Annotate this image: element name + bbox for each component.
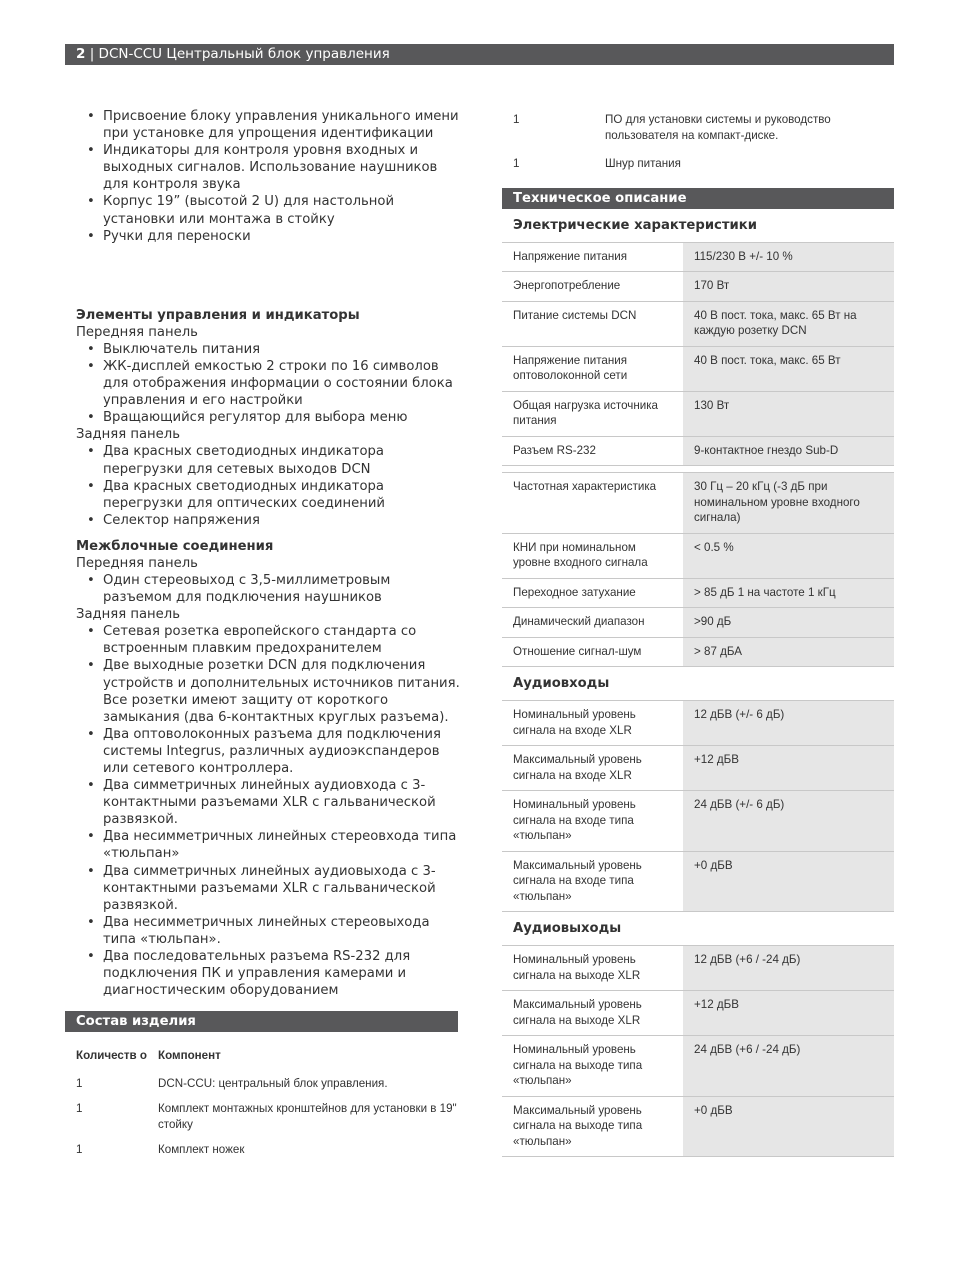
list-item: • Ручки для переноски xyxy=(76,228,460,245)
spec-value: 9-контактное гнездо Sub-D xyxy=(683,436,894,466)
list-item: • Индикаторы для контроля уровня входных и выходных сигналов. Использование наушников для контроля звука xyxy=(76,142,460,193)
spec-key: Разъем RS-232 xyxy=(502,436,683,466)
spec-value: +12 дБВ xyxy=(683,746,894,791)
spec-key: Напряжение питания xyxy=(502,242,683,272)
component-cell: Шнур питания xyxy=(605,157,681,170)
spec-value: >90 дБ xyxy=(683,608,894,638)
component-cell: ПО для установки системы и руководство пользователя на компакт-диске. xyxy=(605,113,831,142)
audio-inputs-heading: Аудиовходы xyxy=(513,676,610,691)
list-item: • Две выходные розетки DCN для подключения устройств и дополнительных источников питания. Все розетки имеют защиту от короткого замыкания (два 6-контактных круглых разъема). xyxy=(76,657,460,725)
list-item: • Селектор напряжения xyxy=(76,512,460,529)
table-row xyxy=(502,851,894,912)
list-item: • Два красных светодиодных индикатора перегрузки для оптических соединений xyxy=(76,478,460,512)
spec-value: 115/230 В +/- 10 % xyxy=(683,242,894,272)
spec-value: 30 Гц – 20 кГц (-3 дБ при номинальном уровне входного сигнала) xyxy=(683,473,894,534)
audio-inputs-table xyxy=(502,700,894,912)
parts-table-continued xyxy=(502,112,894,172)
spec-value: 170 Вт xyxy=(683,272,894,302)
list-item: • Один стереовыход с 3,5-миллиметровым разъемом для подключения наушников xyxy=(76,572,460,606)
table-row xyxy=(502,301,894,346)
list-item: • Вращающийся регулятор для выбора меню xyxy=(76,409,460,426)
spec-value: 40 В пост. тока, макс. 65 Вт на каждую розетку DCN xyxy=(683,301,894,346)
spec-value: 24 дБВ (+6 / -24 дБ) xyxy=(683,1036,894,1097)
controls-front-list xyxy=(76,341,460,426)
component-cell: Комплект монтажных кронштейнов для установки в 19" стойку xyxy=(158,1102,457,1131)
table-row xyxy=(502,272,894,302)
list-item: • Корпус 19” (высотой 2 U) для настольной установки или монтажа в стойку xyxy=(76,193,460,227)
table-row xyxy=(502,473,894,534)
list-item: • Два несимметричных линейных стереовхода типа «тюльпан» xyxy=(76,828,460,862)
electrical-heading: Электрические характеристики xyxy=(513,217,757,233)
table-row xyxy=(502,533,894,578)
parts-section-bar: Состав изделия xyxy=(65,1011,458,1032)
list-item: • Два оптоволоконных разъема для подключения системы Integrus, различных аудиоэкспандеров или сетевого контроллера. xyxy=(76,726,460,777)
table-row xyxy=(502,701,894,746)
spec-key: Частотная характеристика xyxy=(502,473,683,534)
spec-key: Питание системы DCN xyxy=(502,301,683,346)
spec-key: Номинальный уровень сигнала на входе типа «тюльпан» xyxy=(502,791,683,852)
list-item: • Два симметричных линейных аудиовыхода с 3-контактными разъемами XLR с гальванической развязкой. xyxy=(76,863,460,914)
spec-key: КНИ при номинальном уровне входного сигнала xyxy=(502,533,683,578)
list-item: • Два красных светодиодных индикатора перегрузки для сетевых выходов DCN xyxy=(76,443,460,477)
spec-key: Максимальный уровень сигнала на выходе XLR xyxy=(502,991,683,1036)
table-row xyxy=(76,1101,460,1142)
table-row xyxy=(502,156,894,172)
controls-front-label: Передняя панель xyxy=(76,324,198,340)
interconnects-heading: Межблочные соединения xyxy=(76,538,274,554)
spec-key: Максимальный уровень сигнала на входе типа «тюльпан» xyxy=(502,851,683,912)
tech-section-bar: Техническое описание xyxy=(502,188,894,209)
interconnects-front-label: Передняя панель xyxy=(76,555,198,571)
spec-value: > 85 дБ 1 на частоте 1 кГц xyxy=(683,578,894,608)
qty-cell: 1 xyxy=(513,113,520,126)
audio-outputs-heading: Аудиовыходы xyxy=(513,921,622,936)
component-cell: Комплект ножек xyxy=(158,1143,245,1157)
list-item: • Два несимметричных линейных стереовыхода типа «тюльпан». xyxy=(76,914,460,948)
controls-heading: Элементы управления и индикаторы xyxy=(76,307,360,323)
interconnects-rear-label: Задняя панель xyxy=(76,607,180,623)
spec-key: Максимальный уровень сигнала на входе XLR xyxy=(502,746,683,791)
list-item: • Выключатель питания xyxy=(76,341,460,358)
controls-rear-label: Задняя панель xyxy=(76,427,180,443)
table-row xyxy=(502,946,894,991)
parts-table xyxy=(76,1048,460,1158)
table-row xyxy=(502,346,894,391)
spec-value: > 87 дБА xyxy=(683,637,894,667)
component-cell: DCN-CCU: центральный блок управления. xyxy=(158,1076,388,1090)
table-row xyxy=(76,1076,460,1102)
table-header-row xyxy=(76,1048,460,1076)
table-row xyxy=(502,608,894,638)
table-row xyxy=(502,578,894,608)
col-qty-header: Количеств о xyxy=(76,1049,147,1063)
right-column xyxy=(502,112,894,1157)
qty-cell: 1 xyxy=(76,1143,83,1157)
electrical-table xyxy=(502,242,894,668)
controls-rear-list xyxy=(76,443,460,528)
table-row xyxy=(502,112,894,156)
feature-list xyxy=(76,108,460,245)
spec-value: 130 Вт xyxy=(683,391,894,436)
audio-outputs-table xyxy=(502,945,894,1157)
col-component-header: Компонент xyxy=(158,1049,221,1063)
list-item: • Два симметричных линейных аудиовхода с 3-контактными разъемами XLR с гальванической развязкой. xyxy=(76,777,460,828)
interconnects-rear-list xyxy=(76,623,460,999)
table-row xyxy=(76,1142,460,1158)
table-spacer xyxy=(502,466,894,473)
spec-key: Номинальный уровень сигнала на входе XLR xyxy=(502,701,683,746)
spec-key: Напряжение питания оптоволоконной сети xyxy=(502,346,683,391)
spec-key: Переходное затухание xyxy=(502,578,683,608)
qty-cell: 1 xyxy=(76,1076,83,1090)
spec-key: Энергопотребление xyxy=(502,272,683,302)
header-title: | DCN-CCU Центральный блок управления xyxy=(89,46,390,62)
spec-value: 40 В пост. тока, макс. 65 Вт xyxy=(683,346,894,391)
spec-value: 24 дБВ (+/- 6 дБ) xyxy=(683,791,894,852)
spec-value: +12 дБВ xyxy=(683,991,894,1036)
list-item: • ЖК-дисплей емкостью 2 строки по 16 символов для отображения информации о состоянии блока управления и его настройки xyxy=(76,358,460,409)
spec-value: +0 дБВ xyxy=(683,1096,894,1157)
spec-key: Номинальный уровень сигнала на выходе типа «тюльпан» xyxy=(502,1036,683,1097)
left-column xyxy=(76,108,460,1158)
spec-key: Общая нагрузка источника питания xyxy=(502,391,683,436)
list-item: • Два последовательных разъема RS-232 для подключения ПК и управления камерами и диагностическим оборудованием xyxy=(76,948,460,999)
table-row xyxy=(502,637,894,667)
spec-key: Номинальный уровень сигнала на выходе XLR xyxy=(502,946,683,991)
table-row xyxy=(502,242,894,272)
spec-value: < 0.5 % xyxy=(683,533,894,578)
spec-key: Отношение сигнал-шум xyxy=(502,637,683,667)
qty-cell: 1 xyxy=(513,157,520,170)
interconnects-front-list xyxy=(76,572,460,606)
page-header xyxy=(65,44,894,65)
spec-value: 12 дБВ (+6 / -24 дБ) xyxy=(683,946,894,991)
spec-key: Динамический диапазон xyxy=(502,608,683,638)
table-row xyxy=(502,436,894,466)
table-row xyxy=(502,991,894,1036)
table-row xyxy=(502,746,894,791)
page-number: 2 xyxy=(76,46,86,62)
table-row xyxy=(502,391,894,436)
table-row xyxy=(502,791,894,852)
spec-value: 12 дБВ (+/- 6 дБ) xyxy=(683,701,894,746)
list-item: • Сетевая розетка европейского стандарта со встроенным плавким предохранителем xyxy=(76,623,460,657)
qty-cell: 1 xyxy=(76,1102,83,1116)
spec-key: Максимальный уровень сигнала на выходе типа «тюльпан» xyxy=(502,1096,683,1157)
list-item: • Присвоение блоку управления уникального имени при установке для упрощения идентификации xyxy=(76,108,460,142)
table-row xyxy=(502,1036,894,1097)
spec-value: +0 дБВ xyxy=(683,851,894,912)
table-row xyxy=(502,1096,894,1157)
